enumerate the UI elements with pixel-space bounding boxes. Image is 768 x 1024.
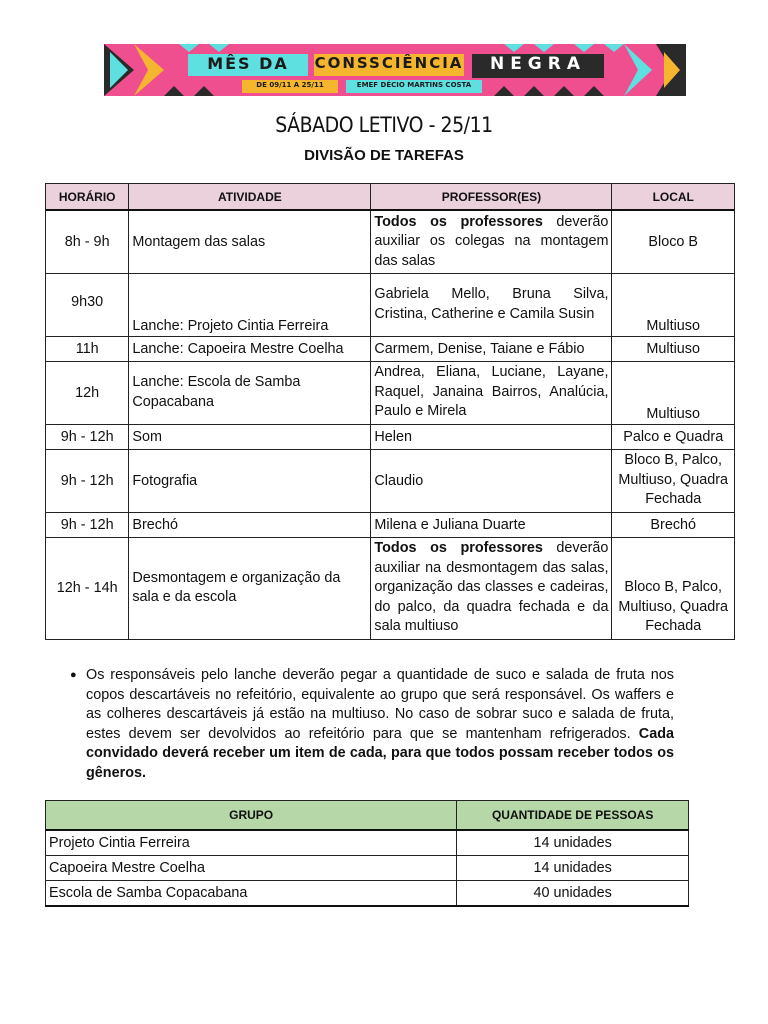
cell-professors: Andrea, Eliana, Luciane, Layane, Raquel, Janaina Bairros, Analúcia, Paulo e Mirela — [371, 361, 612, 424]
cell-group: Projeto Cintia Ferreira — [46, 830, 457, 856]
cell-location: Multiuso — [612, 273, 735, 336]
header-location: LOCAL — [612, 184, 735, 211]
table-row — [46, 424, 735, 449]
note-bold-text: Cada convidado deverá receber um item de cada, para que todos possam receber todos os gêneros. — [86, 725, 674, 781]
banner-school: EMEF DÉCIO MARTINS COSTA — [346, 80, 482, 93]
cell-activity: Fotografia — [129, 449, 371, 512]
cell-professors: Carmem, Denise, Taiane e Fábio — [371, 336, 612, 361]
cell-time: 9h - 12h — [46, 449, 129, 512]
banner-consciencia-label: CONSSCIÊNCIA — [314, 54, 464, 76]
cell-activity: Lanche: Capoeira Mestre Coelha — [129, 336, 371, 361]
cell-professors: Helen — [371, 424, 612, 449]
table-row — [46, 856, 689, 881]
header-quantity: QUANTIDADE DE PESSOAS — [457, 801, 689, 831]
cell-time: 11h — [46, 336, 129, 361]
cell-activity: Lanche: Escola de Samba Copacabana — [129, 361, 371, 424]
cell-professors: Claudio — [371, 449, 612, 512]
cell-professors — [371, 210, 612, 273]
cell-activity: Brechó — [129, 512, 371, 537]
cell-quantity: 40 unidades — [457, 881, 689, 907]
cell-time: 12h - 14h — [46, 537, 129, 639]
cell-quantity: 14 unidades — [457, 830, 689, 856]
cell-time: 9h - 12h — [46, 512, 129, 537]
event-banner — [104, 44, 686, 96]
cell-location: Bloco B, Palco, Multiuso, Quadra Fechada — [612, 449, 735, 512]
table-row — [46, 830, 689, 856]
table-row — [46, 210, 735, 273]
cell-group: Escola de Samba Copacabana — [46, 881, 457, 907]
cell-professors: Milena e Juliana Duarte — [371, 512, 612, 537]
header-group: GRUPO — [46, 801, 457, 831]
banner-negra-label: NEGRA — [472, 54, 604, 78]
table-row — [46, 537, 735, 639]
cell-activity: Montagem das salas — [129, 210, 371, 273]
header-activity: ATIVIDADE — [129, 184, 371, 211]
note-text: Os responsáveis pelo lanche deverão pegar a quantidade de suco e salada de fruta nos copos descartáveis no refeitório, equivalente ao grupo que será responsável. Os waffers e as colheres descartáveis já estão na multiuso. No caso de sobrar suco e salada de fruta, estes devem ser devolvidos ao refeitório para que se mantenham refrigerados. — [86, 667, 674, 742]
cell-location: Bloco B, Palco, Multiuso, Quadra Fechada — [612, 537, 735, 639]
professors-text: deverão auxiliar os colegas na montagem das salas — [374, 213, 609, 269]
professors-bold: Todos os professores — [374, 540, 543, 557]
cell-time: 9h - 12h — [46, 424, 129, 449]
cell-time: 12h — [46, 361, 129, 424]
table-row — [46, 512, 735, 537]
cell-professors: Gabriela Mello, Bruna Silva, Cristina, Catherine e Camila Susin — [371, 273, 612, 336]
bullet-icon: ● — [70, 669, 77, 681]
task-table-header — [46, 184, 735, 211]
page-subtitle: DIVISÃO DE TAREFAS — [304, 147, 464, 164]
header-time: HORÁRIO — [46, 184, 129, 211]
table-row — [46, 449, 735, 512]
professors-text: deverão auxiliar na desmontagem das salas, organização das classes e cadeiras, do palco, da quadra fechada e da sala multiuso — [374, 540, 609, 635]
cell-time: 8h - 9h — [46, 210, 129, 273]
cell-professors — [371, 537, 612, 639]
cell-location: Multiuso — [612, 361, 735, 424]
table-row — [46, 881, 689, 907]
task-table — [45, 183, 735, 640]
cell-location: Bloco B — [612, 210, 735, 273]
cell-location: Palco e Quadra — [612, 424, 735, 449]
professors-bold: Todos os professores — [374, 213, 543, 230]
cell-group: Capoeira Mestre Coelha — [46, 856, 457, 881]
groups-table — [45, 800, 689, 907]
page-title: SÁBADO LETIVO - 25/11 — [275, 113, 493, 137]
cell-location: Multiuso — [612, 336, 735, 361]
note-paragraph — [86, 666, 674, 783]
cell-location: Brechó — [612, 512, 735, 537]
banner-mes-label: MÊS DA — [188, 54, 308, 76]
groups-table-header — [46, 801, 689, 831]
instructions-note — [70, 666, 674, 783]
cell-activity: Lanche: Projeto Cintia Ferreira — [129, 273, 371, 336]
cell-activity: Desmontagem e organização da sala e da escola — [129, 537, 371, 639]
table-row — [46, 336, 735, 361]
header-professors: PROFESSOR(ES) — [371, 184, 612, 211]
cell-time: 9h30 — [46, 273, 129, 336]
banner-dates: DE 09/11 A 25/11 — [242, 80, 338, 93]
table-row — [46, 361, 735, 424]
cell-quantity: 14 unidades — [457, 856, 689, 881]
table-row — [46, 273, 735, 336]
cell-activity: Som — [129, 424, 371, 449]
